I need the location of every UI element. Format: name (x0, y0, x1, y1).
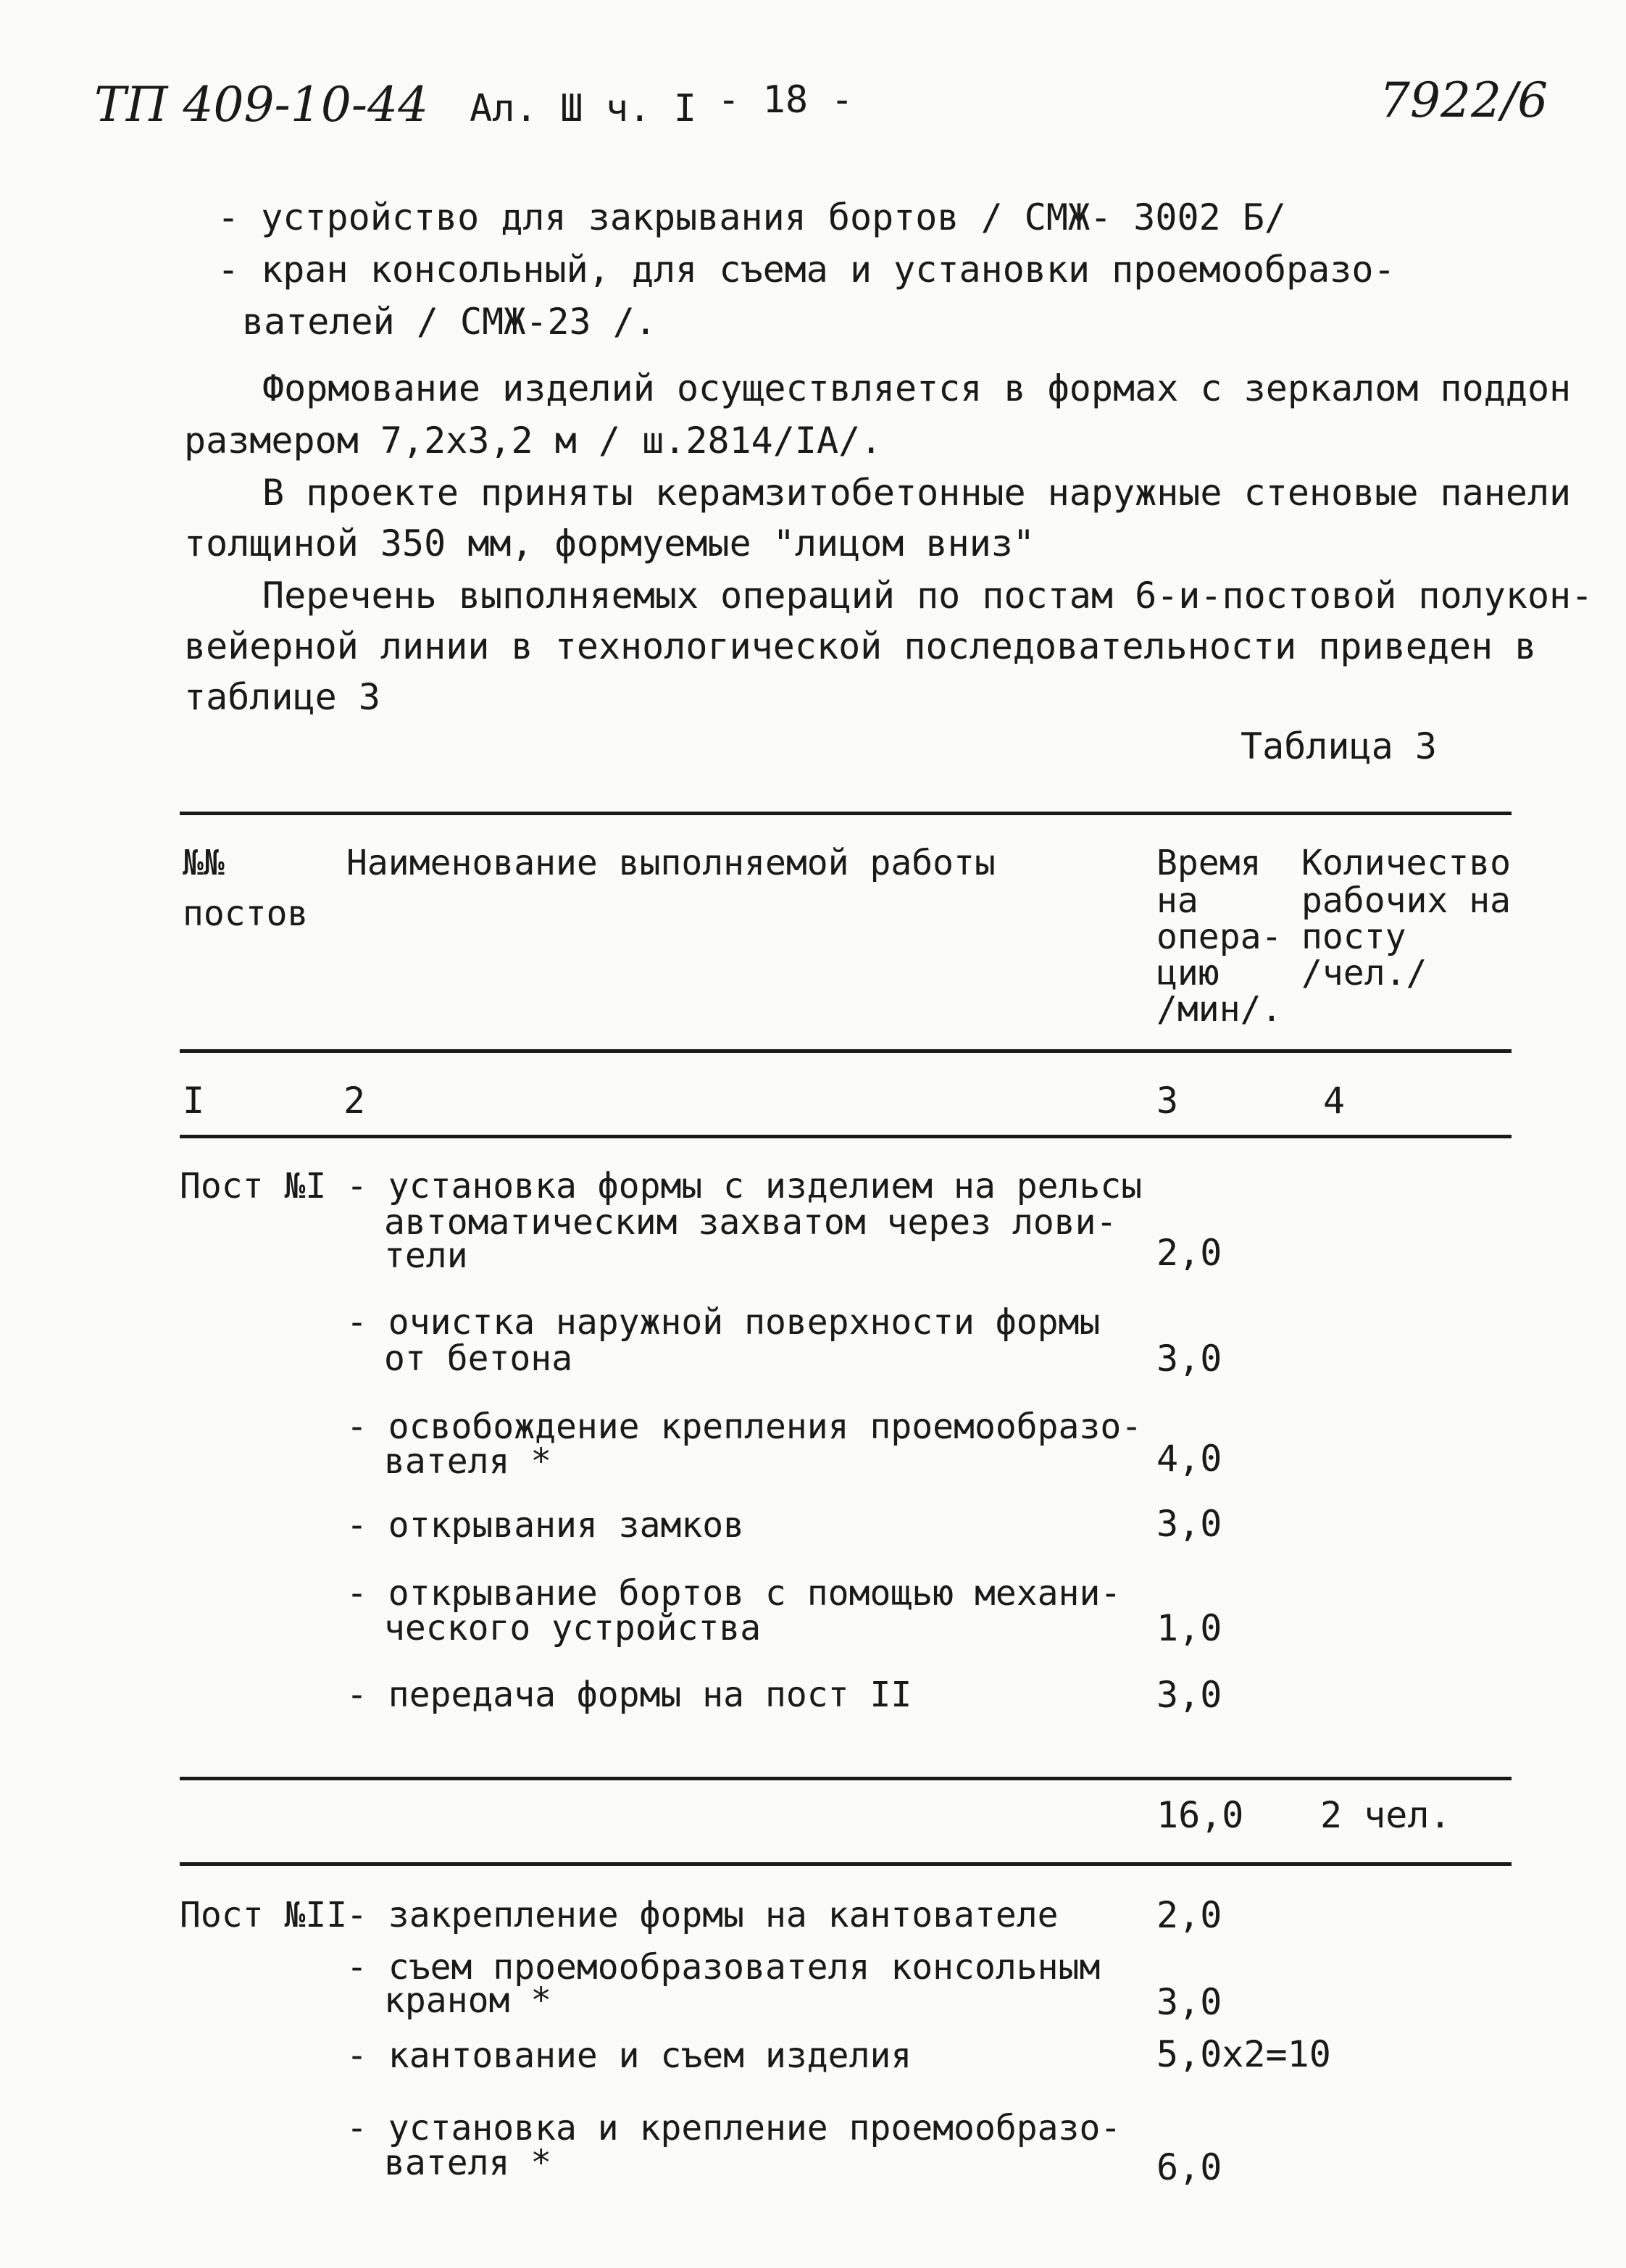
paragraph-line: вейерной линии в технологической последовательности приведен в (184, 625, 1537, 667)
header-workers: рабочих на (1301, 880, 1511, 921)
operation-text: - передача формы на пост II (346, 1675, 912, 1715)
album-ref: Ал. Ш ч. I (470, 87, 697, 130)
post-total-time: 16,0 (1156, 1794, 1244, 1836)
operation-text: - очистка наружной поверхности формы (346, 1302, 1101, 1343)
paragraph-line: толщиной 350 мм, формуемые "лицом вниз" (184, 522, 1035, 564)
table-rule-header (180, 1049, 1512, 1053)
table-rule-subtotal-bottom (180, 1862, 1512, 1866)
post-label: Пост №I (180, 1166, 327, 1206)
operation-text: от бетона (384, 1338, 573, 1379)
column-number: 2 (343, 1080, 366, 1122)
paragraph-line: размером 7,2х3,2 м / ш.2814/IA/. (184, 420, 883, 462)
operation-text: - открывания замков (346, 1505, 745, 1546)
operation-text: - освобождение крепления проемообразо- (346, 1406, 1143, 1447)
column-number: 3 (1156, 1080, 1179, 1122)
column-number: 4 (1323, 1080, 1346, 1122)
operation-text: краном * (384, 1980, 552, 2021)
paragraph-line: Перечень выполняемых операций по постам 6-и-постовой полукон- (262, 575, 1593, 617)
operation-text: ческого устройства (384, 1608, 762, 1648)
operation-text: - открывание бортов с помощью механи- (346, 1573, 1122, 1614)
header-time: цию (1156, 953, 1220, 993)
operation-text: тели (384, 1235, 468, 1276)
operation-text: - закрепление формы на кантователе (346, 1895, 1059, 1935)
operation-text: вателя * (384, 1441, 552, 1482)
operation-time: 5,0х2=10 (1156, 2033, 1331, 2075)
header-workers: посту (1301, 917, 1406, 957)
project-code: ТП 409-10-44 (94, 77, 429, 133)
operation-text: - установка и крепление проемообразо- (346, 2108, 1122, 2148)
operation-time: 4,0 (1156, 1438, 1222, 1480)
operation-text: - установка формы с изделием на рельсы (346, 1166, 1143, 1206)
paragraph-line: Формование изделий осуществляется в формах с зеркалом поддон (262, 367, 1572, 409)
operation-time: 3,0 (1156, 1338, 1222, 1380)
header-work-name: Наименование выполняемой работы (346, 843, 996, 883)
list-item: - кран консольный, для съема и установки проемообразо- (217, 249, 1396, 291)
header-post-no: №№ (183, 843, 225, 883)
table-rule-numbers (180, 1135, 1512, 1138)
operation-time: 2,0 (1156, 1894, 1222, 1936)
column-number: I (183, 1080, 205, 1122)
operation-text: вателя * (384, 2143, 552, 2183)
operation-text: автоматическим захватом через лови- (384, 1202, 1117, 1243)
operation-time: 1,0 (1156, 1607, 1222, 1649)
header-post-label: постов (183, 893, 309, 934)
table-rule-subtotal-top (180, 1777, 1512, 1780)
paragraph-line: таблице 3 (184, 676, 380, 718)
operation-time: 2,0 (1156, 1232, 1222, 1274)
operation-time: 6,0 (1156, 2146, 1222, 2188)
header-time: на (1156, 880, 1198, 921)
list-item: - устройство для закрывания бортов / СМЖ- 3002 Б/ (217, 196, 1287, 238)
list-item: вателей / СМЖ-23 /. (242, 301, 656, 343)
header-time: /мин/. (1156, 989, 1283, 1030)
operation-text: - кантование и съем изделия (346, 2035, 912, 2076)
operation-text: - съем проемообразователя консольным (346, 1947, 1101, 1988)
header-workers: /чел./ (1301, 953, 1427, 993)
operation-time: 3,0 (1156, 1503, 1222, 1545)
table-rule-top (180, 812, 1512, 815)
header-workers: Количество (1301, 843, 1511, 883)
page-number: - 18 - (717, 78, 854, 122)
post-workers: 2 чел. (1320, 1794, 1451, 1836)
operation-time: 3,0 (1156, 1674, 1222, 1716)
table-caption: Таблица 3 (1241, 725, 1437, 767)
header-time: Время (1156, 843, 1262, 883)
paragraph-line: В проекте приняты керамзитобетонные наружные стеновые панели (262, 472, 1572, 514)
archive-number: 7922/6 (1380, 72, 1548, 128)
header-time: опера- (1156, 917, 1283, 957)
post-label: Пост №II (180, 1895, 348, 1935)
operation-time: 3,0 (1156, 1981, 1222, 2023)
